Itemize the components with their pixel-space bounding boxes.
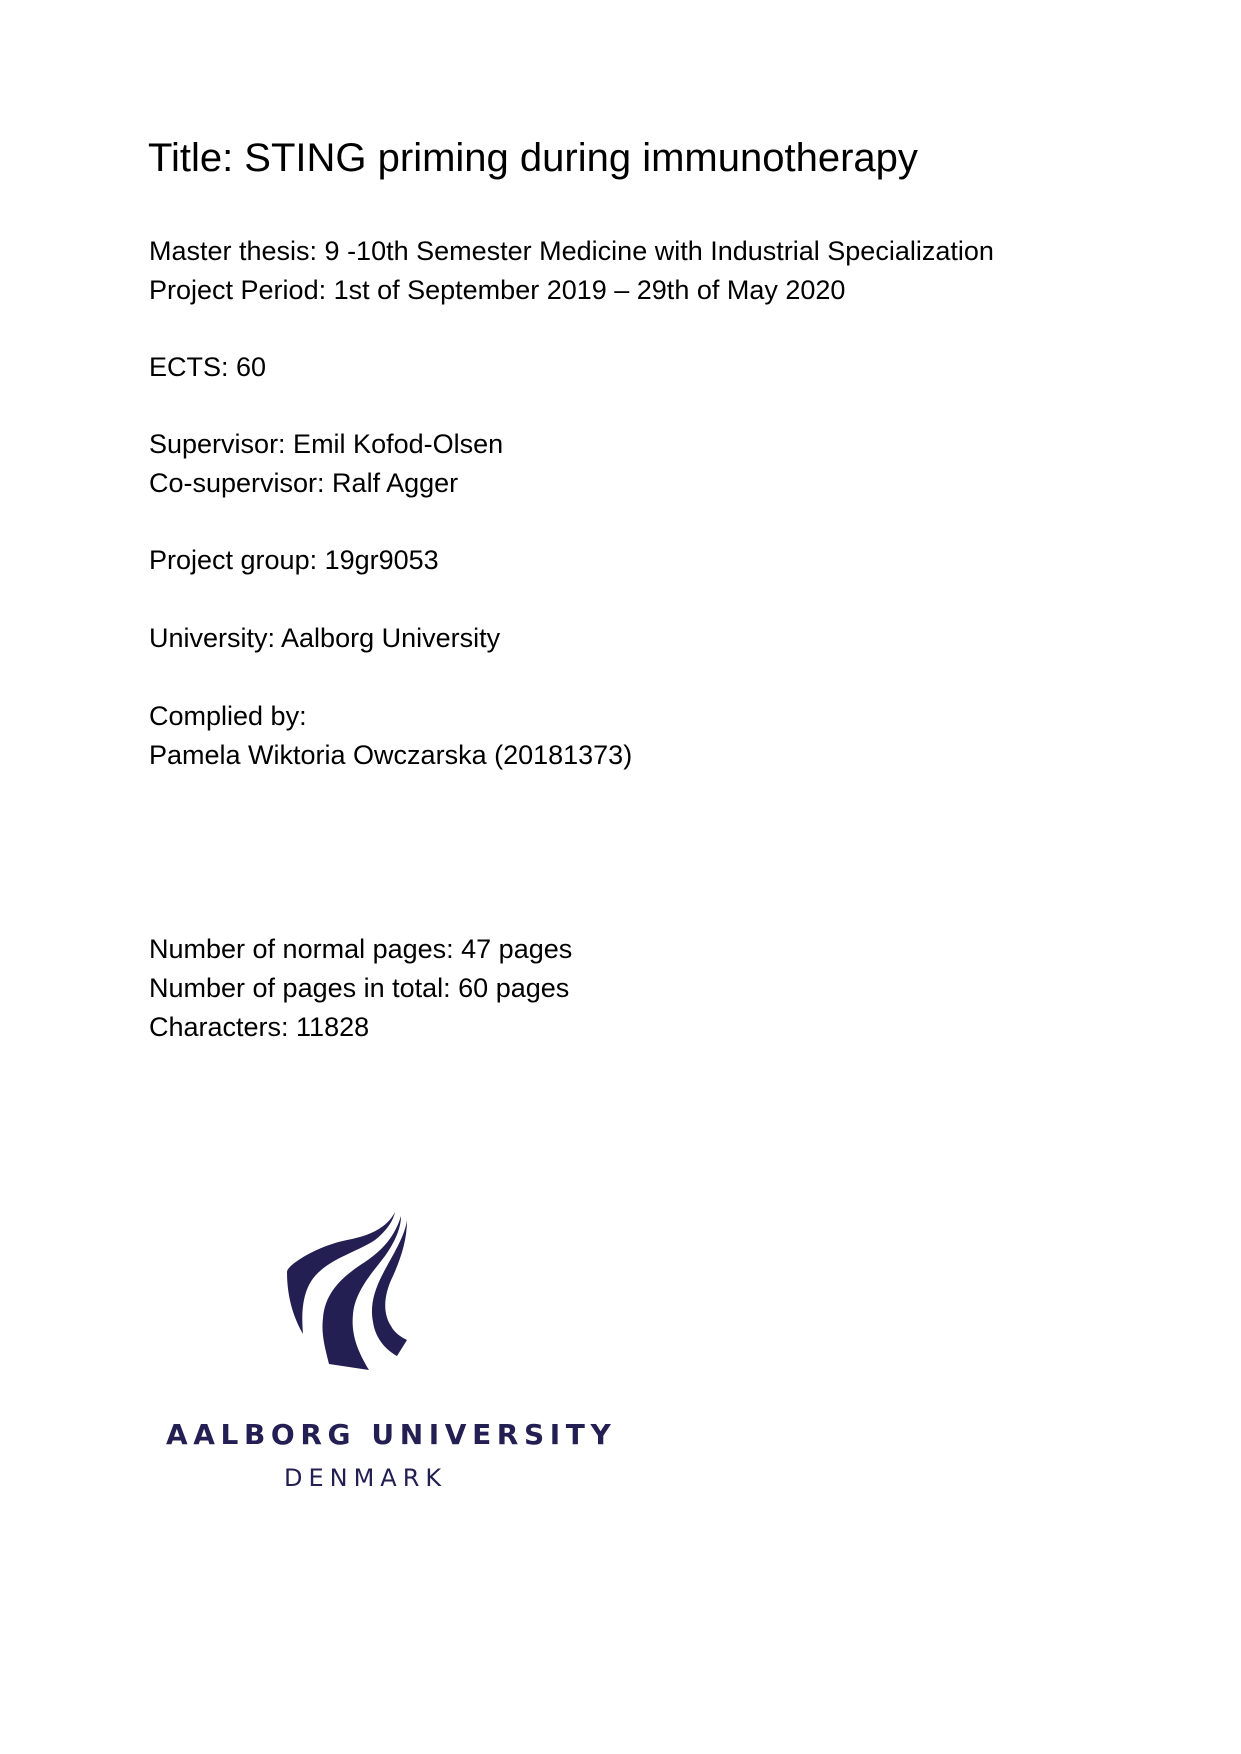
normal-pages-line: Number of normal pages: 47 pages (149, 934, 573, 964)
university-info (149, 619, 500, 658)
period-line: Project Period: 1st of September 2019 – 29th of May 2020 (149, 275, 846, 305)
supervisor-info (149, 425, 503, 503)
program-info (149, 232, 994, 310)
logo-country: DENMARK (284, 1464, 448, 1492)
university-line: University: Aalborg University (149, 623, 501, 653)
page-title: Title: STING priming during immunotherapy (148, 136, 918, 180)
logo-university-name: AALBORG UNIVERSITY (166, 1418, 617, 1451)
group-line: Project group: 19gr9053 (149, 545, 439, 575)
group-info (149, 541, 439, 580)
co-supervisor-line: Co-supervisor: Ralf Agger (149, 468, 459, 498)
supervisor-line: Supervisor: Emil Kofod-Olsen (149, 429, 504, 459)
thesis-line: Master thesis: 9 -10th Semester Medicine with Industrial Specialization (149, 236, 994, 266)
ects-line: ECTS: 60 (149, 352, 267, 382)
ects-info (149, 348, 266, 387)
author-name: Pamela Wiktoria Owczarska (20181373) (149, 740, 633, 770)
author-info (149, 697, 632, 775)
characters-line: Characters: 11828 (149, 1012, 370, 1042)
stats-info (149, 930, 572, 1047)
total-pages-line: Number of pages in total: 60 pages (149, 973, 570, 1003)
author-label: Complied by: (149, 701, 307, 731)
aalborg-university-logo-icon (287, 1210, 427, 1370)
